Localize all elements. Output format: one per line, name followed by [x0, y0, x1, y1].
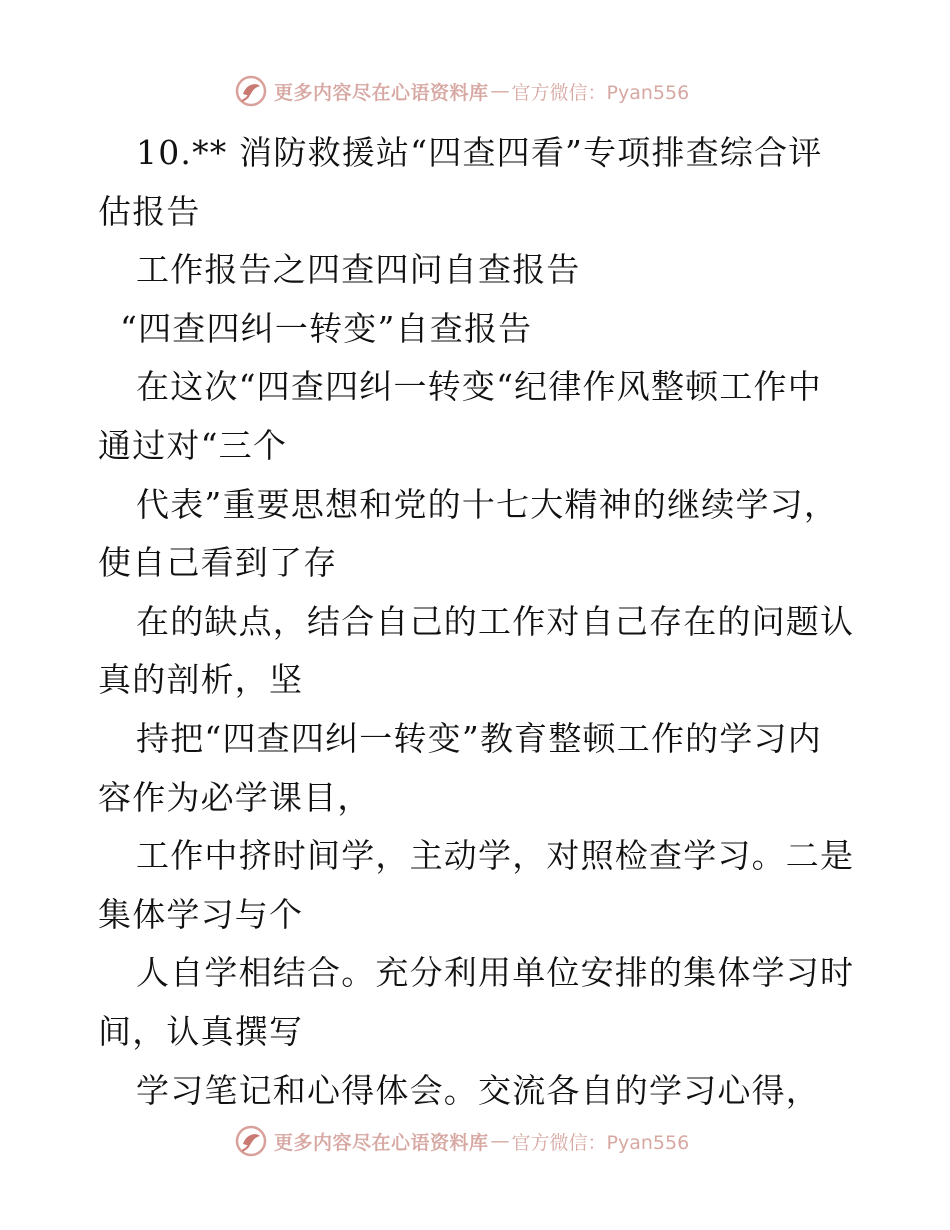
watermark-main-text: 更多内容尽在心语资料库 — [274, 1131, 489, 1154]
document-body — [98, 124, 858, 1120]
watermark-wechat-text: 官方微信：Pyan556 — [511, 1131, 690, 1154]
doc-line: 使自己看到了存 — [98, 543, 338, 583]
doc-line: 学习笔记和心得体会。交流各自的学习心得， — [136, 1070, 820, 1110]
doc-line: 间，认真撰写 — [98, 1011, 304, 1051]
doc-line: 集体学习与个 — [98, 894, 304, 934]
watermark-wechat-text: 官方微信：Pyan556 — [511, 81, 690, 104]
doc-line: 真的剖析，坚 — [98, 660, 304, 700]
header-watermark — [234, 74, 689, 108]
doc-line: 容作为必学课目， — [98, 777, 372, 817]
doc-line: 估报告 — [98, 191, 201, 231]
doc-line: 在这次“四查四纠一转变“纪律作风整顿工作中 — [136, 367, 822, 407]
doc-line: 在的缺点，结合自己的工作对自己存在的问题认 — [136, 601, 855, 641]
logo-emblem-icon — [234, 1124, 268, 1158]
doc-line: 代表”重要思想和党的十七大精神的继续学习， — [136, 484, 839, 524]
doc-line: 通过对“三个 — [98, 425, 288, 465]
doc-line: “四查四纠一转变”自查报告 — [120, 308, 533, 348]
doc-line: 持把“四查四纠一转变”教育整顿工作的学习内 — [136, 718, 822, 758]
doc-line: 工作中挤时间学，主动学，对照检查学习。二是 — [136, 836, 855, 876]
doc-line: 10.** 消防救援站“四查四看”专项排查综合评 — [136, 133, 823, 172]
logo-emblem-icon — [234, 74, 268, 108]
doc-line: 工作报告之四查四问自查报告 — [136, 250, 581, 290]
footer-watermark — [234, 1124, 689, 1158]
watermark-dash: — — [490, 80, 510, 102]
doc-line: 人自学相结合。充分利用单位安排的集体学习时 — [136, 953, 855, 993]
watermark-main-text: 更多内容尽在心语资料库 — [274, 81, 489, 104]
watermark-dash: — — [490, 1130, 510, 1152]
